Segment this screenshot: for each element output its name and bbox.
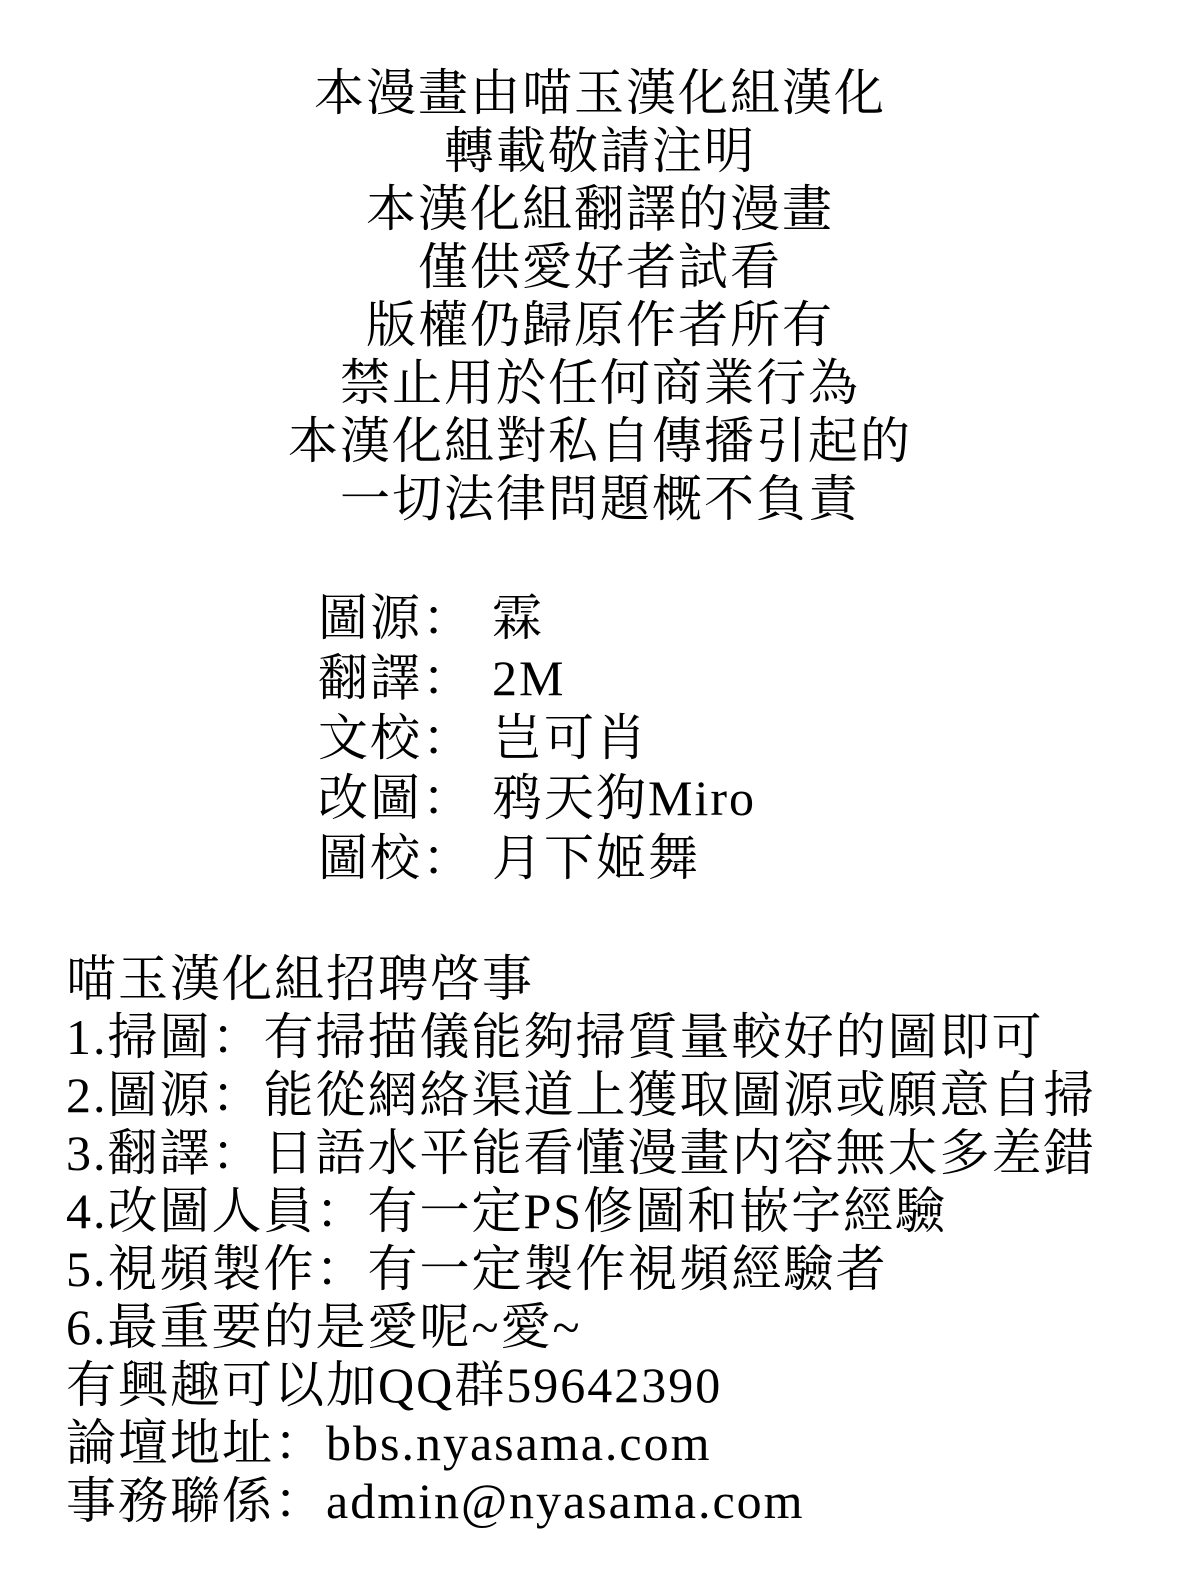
credit-role-label: 文校：	[318, 710, 474, 766]
recruitment-item: 2.圖源：能從網絡渠道上獲取圖源或願意自掃	[66, 1067, 1096, 1123]
credit-row	[318, 588, 756, 648]
credit-person-name: 2M	[492, 650, 566, 706]
disclaimer-line: 本漢化組翻譯的漫畫	[366, 181, 834, 237]
credit-role-label: 翻譯：	[318, 650, 474, 706]
credit-row	[318, 768, 756, 828]
contact-line: 有興趣可以加QQ群59642390	[66, 1357, 723, 1413]
disclaimer-line: 本漢化組對私自傳播引起的	[288, 413, 912, 469]
credit-role-label: 圖源：	[318, 590, 474, 646]
credit-person-name: 月下姬舞	[492, 830, 700, 886]
disclaimer-line: 禁止用於任何商業行為	[340, 355, 860, 411]
contact-line: 事務聯係：admin@nyasama.com	[66, 1473, 805, 1529]
credit-person-name: 鸦天狗Miro	[492, 770, 756, 826]
credit-role-label: 改圖：	[318, 770, 474, 826]
disclaimer-line: 版權仍歸原作者所有	[366, 297, 834, 353]
recruitment-item: 6.最重要的是愛呢~愛~	[66, 1299, 582, 1355]
recruitment-item: 3.翻譯：日語水平能看懂漫畫内容無太多差錯	[66, 1125, 1096, 1181]
disclaimer-line: 僅供愛好者試看	[418, 239, 782, 295]
credit-person-name: 霖	[492, 590, 544, 646]
contact-line: 論壇地址：bbs.nyasama.com	[66, 1415, 712, 1471]
credit-row	[318, 708, 756, 768]
recruitment-item: 4.改圖人員：有一定PS修圖和嵌字經驗	[66, 1183, 948, 1239]
recruitment-title: 喵玉漢化組招聘啓事	[66, 951, 534, 1007]
credit-row	[318, 828, 756, 888]
disclaimer-block	[0, 64, 1200, 528]
recruitment-block	[66, 950, 1096, 1530]
credit-role-label: 圖校：	[318, 830, 474, 886]
recruitment-item: 1.掃圖：有掃描儀能夠掃質量較好的圖即可	[66, 1009, 1044, 1065]
credit-row	[318, 648, 756, 708]
credit-person-name: 岂可肖	[492, 710, 648, 766]
staff-credits-block	[318, 588, 756, 888]
disclaimer-line: 一切法律問題概不負責	[340, 471, 860, 527]
disclaimer-line: 本漫畫由喵玉漢化組漢化	[314, 65, 886, 121]
recruitment-item: 5.視頻製作：有一定製作視頻經驗者	[66, 1241, 888, 1297]
disclaimer-line: 轉載敬請注明	[444, 123, 756, 179]
